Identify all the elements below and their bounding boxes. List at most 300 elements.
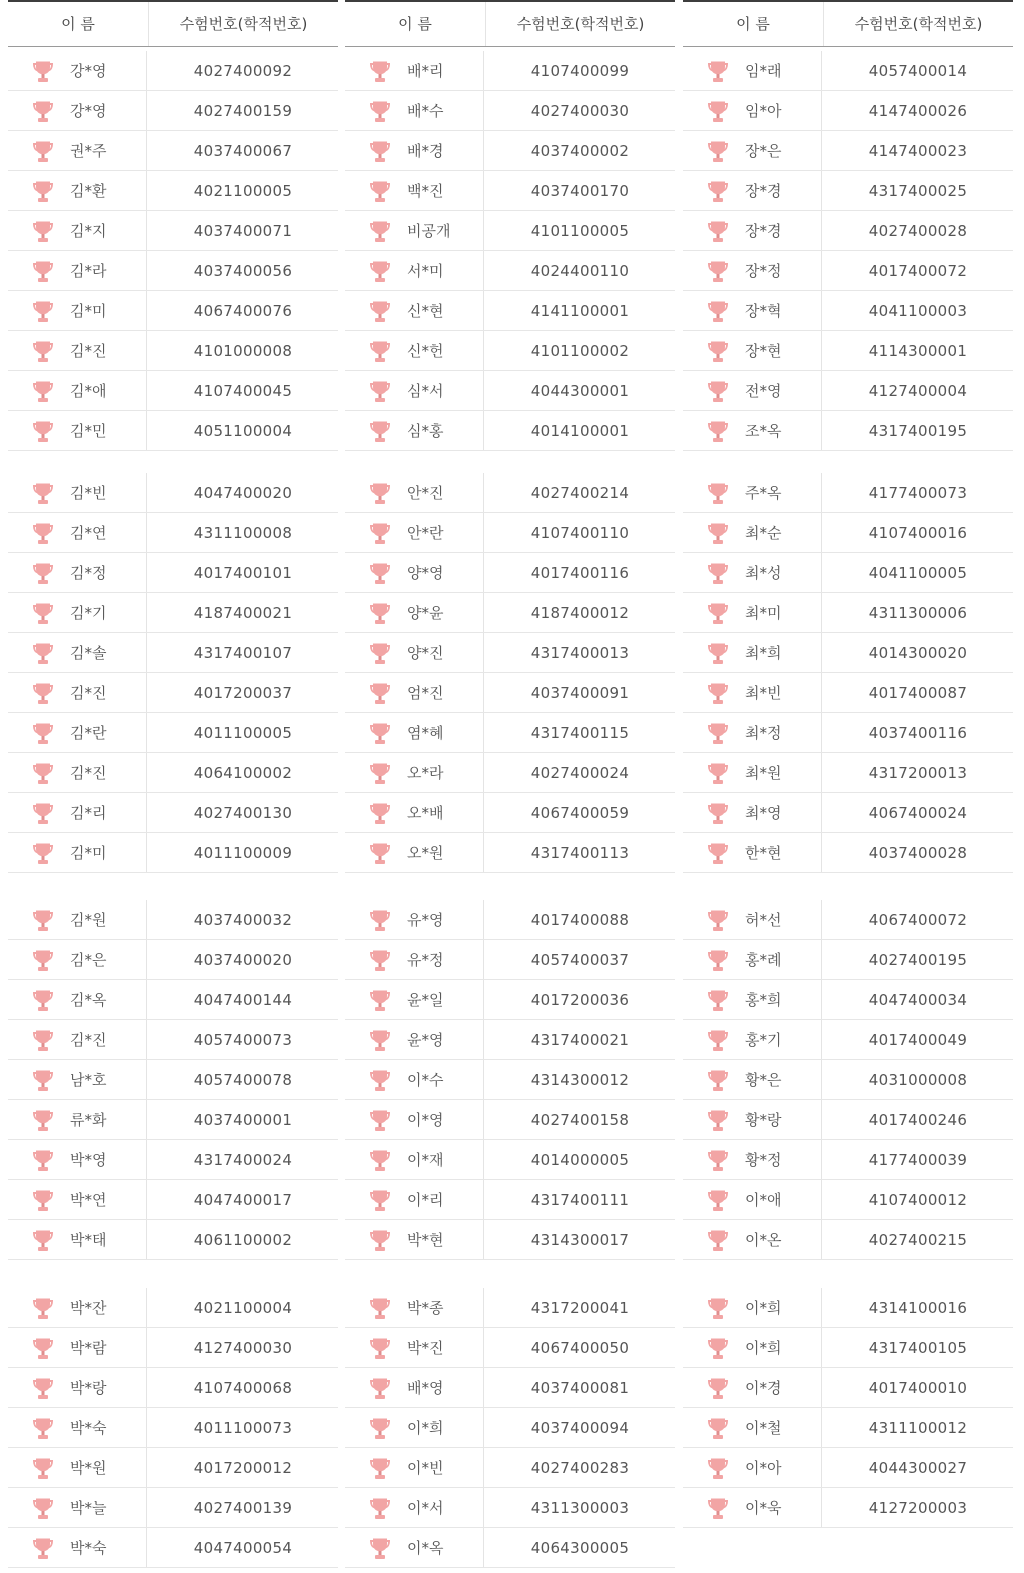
table-row bbox=[8, 211, 338, 251]
cell-divider bbox=[821, 1180, 822, 1219]
exam-number: 4314300012 bbox=[530, 1071, 630, 1089]
student-name: 강*영 bbox=[70, 102, 107, 120]
exam-number: 4317400105 bbox=[868, 1339, 968, 1357]
trophy-icon bbox=[367, 180, 393, 204]
trophy-icon bbox=[367, 682, 393, 706]
student-name: 이*희 bbox=[745, 1299, 782, 1317]
trophy-icon bbox=[367, 989, 393, 1013]
student-name: 배*경 bbox=[407, 142, 444, 160]
table-row bbox=[8, 793, 338, 833]
exam-number: 4037400020 bbox=[193, 951, 293, 969]
student-name: 장*은 bbox=[745, 142, 782, 160]
trophy-icon bbox=[30, 482, 56, 506]
cell-divider bbox=[821, 593, 822, 632]
cell-divider bbox=[821, 900, 822, 939]
student-name: 류*화 bbox=[70, 1111, 107, 1129]
number-column-header: 수험번호(학적번호) bbox=[179, 15, 308, 33]
trophy-icon bbox=[705, 1457, 731, 1481]
exam-number: 4037400170 bbox=[530, 182, 630, 200]
cell-divider bbox=[821, 1368, 822, 1407]
student-name: 이*희 bbox=[745, 1339, 782, 1357]
student-name: 이*서 bbox=[407, 1499, 444, 1517]
trophy-icon bbox=[705, 949, 731, 973]
cell-divider bbox=[146, 793, 147, 832]
cell-divider bbox=[146, 673, 147, 712]
cell-divider bbox=[146, 1328, 147, 1367]
trophy-icon bbox=[367, 1189, 393, 1213]
trophy-icon bbox=[367, 260, 393, 284]
cell-divider bbox=[483, 673, 484, 712]
table-row bbox=[683, 1488, 1013, 1528]
table-row bbox=[683, 833, 1013, 873]
trophy-icon bbox=[30, 722, 56, 746]
cell-divider bbox=[821, 513, 822, 552]
table-row bbox=[8, 1488, 338, 1528]
exam-number: 4047400054 bbox=[193, 1539, 293, 1557]
table-row bbox=[345, 1448, 675, 1488]
cell-divider bbox=[483, 1288, 484, 1327]
table-header bbox=[345, 0, 675, 47]
cell-divider bbox=[821, 411, 822, 450]
student-name: 김*진 bbox=[70, 764, 107, 782]
table-row bbox=[345, 513, 675, 553]
table-row bbox=[8, 980, 338, 1020]
student-name: 박*숙 bbox=[70, 1419, 107, 1437]
student-name: 임*래 bbox=[745, 62, 782, 80]
exam-number: 4141100001 bbox=[530, 302, 630, 320]
student-name: 백*진 bbox=[407, 182, 444, 200]
cell-divider bbox=[821, 51, 822, 90]
table-row bbox=[8, 171, 338, 211]
cell-divider bbox=[146, 1180, 147, 1219]
cell-divider bbox=[821, 251, 822, 290]
student-name: 최*영 bbox=[745, 804, 782, 822]
cell-divider bbox=[821, 753, 822, 792]
student-name: 주*옥 bbox=[745, 484, 782, 502]
cell-divider bbox=[821, 131, 822, 170]
trophy-icon bbox=[30, 220, 56, 244]
trophy-icon bbox=[367, 1537, 393, 1561]
exam-number: 4027400028 bbox=[868, 222, 968, 240]
cell-divider bbox=[146, 1448, 147, 1487]
table-row bbox=[683, 1100, 1013, 1140]
trophy-icon bbox=[705, 722, 731, 746]
trophy-icon bbox=[30, 642, 56, 666]
trophy-icon bbox=[367, 842, 393, 866]
student-name: 김*환 bbox=[70, 182, 107, 200]
cell-divider bbox=[483, 900, 484, 939]
trophy-icon bbox=[705, 1417, 731, 1441]
trophy-icon bbox=[705, 1029, 731, 1053]
exam-number: 4067400059 bbox=[530, 804, 630, 822]
trophy-icon bbox=[30, 340, 56, 364]
student-name: 박*랑 bbox=[70, 1379, 107, 1397]
trophy-icon bbox=[367, 522, 393, 546]
table-row bbox=[8, 1220, 338, 1260]
table-row bbox=[8, 331, 338, 371]
exam-number: 4014000005 bbox=[530, 1151, 630, 1169]
trophy-icon bbox=[705, 180, 731, 204]
trophy-icon bbox=[30, 1377, 56, 1401]
exam-number: 4027400159 bbox=[193, 102, 293, 120]
exam-number: 4177400073 bbox=[868, 484, 968, 502]
student-name: 서*미 bbox=[407, 262, 444, 280]
exam-number: 4027400283 bbox=[530, 1459, 630, 1477]
table-row bbox=[8, 1100, 338, 1140]
table-row bbox=[683, 473, 1013, 513]
cell-divider bbox=[146, 1368, 147, 1407]
exam-number: 4037400067 bbox=[193, 142, 293, 160]
exam-number: 4027400092 bbox=[193, 62, 293, 80]
student-name: 김*연 bbox=[70, 524, 107, 542]
column-2 bbox=[345, 0, 675, 1573]
student-name: 이*영 bbox=[407, 1111, 444, 1129]
trophy-icon bbox=[367, 300, 393, 324]
table-row bbox=[345, 1060, 675, 1100]
student-name: 신*헌 bbox=[407, 342, 444, 360]
trophy-icon bbox=[705, 562, 731, 586]
exam-number: 4107400110 bbox=[530, 524, 630, 542]
cell-divider bbox=[483, 1180, 484, 1219]
exam-number: 4317400107 bbox=[193, 644, 293, 662]
exam-number: 4107400012 bbox=[868, 1191, 968, 1209]
trophy-icon bbox=[367, 220, 393, 244]
student-name: 남*호 bbox=[70, 1071, 107, 1089]
table-row bbox=[345, 673, 675, 713]
student-name: 김*미 bbox=[70, 844, 107, 862]
student-name: 박*숙 bbox=[70, 1539, 107, 1557]
student-name: 이*철 bbox=[745, 1419, 782, 1437]
table-row bbox=[345, 980, 675, 1020]
cell-divider bbox=[146, 411, 147, 450]
trophy-icon bbox=[30, 1029, 56, 1053]
table-row bbox=[345, 331, 675, 371]
cell-divider bbox=[146, 553, 147, 592]
cell-divider bbox=[146, 171, 147, 210]
table-row bbox=[345, 371, 675, 411]
cell-divider bbox=[821, 980, 822, 1019]
exam-number: 4017200037 bbox=[193, 684, 293, 702]
student-name: 유*영 bbox=[407, 911, 444, 929]
cell-divider bbox=[483, 131, 484, 170]
cell-divider bbox=[146, 713, 147, 752]
cell-divider bbox=[146, 1100, 147, 1139]
table-row bbox=[683, 513, 1013, 553]
trophy-icon bbox=[367, 1377, 393, 1401]
exam-number: 4147400023 bbox=[868, 142, 968, 160]
trophy-icon bbox=[705, 1297, 731, 1321]
student-name: 김*원 bbox=[70, 911, 107, 929]
exam-number: 4017400101 bbox=[193, 564, 293, 582]
exam-number: 4147400026 bbox=[868, 102, 968, 120]
cell-divider bbox=[821, 1488, 822, 1527]
table-row bbox=[8, 291, 338, 331]
cell-divider bbox=[483, 91, 484, 130]
exam-number: 4017400116 bbox=[530, 564, 630, 582]
cell-divider bbox=[146, 940, 147, 979]
table-row bbox=[683, 1368, 1013, 1408]
table-row bbox=[8, 1020, 338, 1060]
trophy-icon bbox=[30, 909, 56, 933]
student-name: 황*정 bbox=[745, 1151, 782, 1169]
cell-divider bbox=[483, 411, 484, 450]
student-name: 권*주 bbox=[70, 142, 107, 160]
exam-number: 4011100073 bbox=[193, 1419, 293, 1437]
cell-divider bbox=[146, 291, 147, 330]
student-name: 김*정 bbox=[70, 564, 107, 582]
student-name: 이*수 bbox=[407, 1071, 444, 1089]
trophy-icon bbox=[705, 1337, 731, 1361]
trophy-icon bbox=[705, 1377, 731, 1401]
exam-number: 4061100002 bbox=[193, 1231, 293, 1249]
name-column-header: 이 름 bbox=[736, 15, 770, 33]
column-1 bbox=[8, 0, 338, 1573]
cell-divider bbox=[146, 211, 147, 250]
trophy-icon bbox=[705, 682, 731, 706]
exam-number: 4017400087 bbox=[868, 684, 968, 702]
student-name: 장*경 bbox=[745, 222, 782, 240]
trophy-icon bbox=[705, 909, 731, 933]
table-row bbox=[8, 1448, 338, 1488]
exam-number: 4311100012 bbox=[868, 1419, 968, 1437]
exam-number: 4021100005 bbox=[193, 182, 293, 200]
student-name: 이*애 bbox=[745, 1191, 782, 1209]
exam-number: 4101100002 bbox=[530, 342, 630, 360]
table-row bbox=[345, 411, 675, 451]
cell-divider bbox=[821, 833, 822, 872]
cell-divider bbox=[821, 1020, 822, 1059]
cell-divider bbox=[483, 713, 484, 752]
exam-number: 4057400073 bbox=[193, 1031, 293, 1049]
student-name: 양*진 bbox=[407, 644, 444, 662]
table-row bbox=[683, 1288, 1013, 1328]
table-row bbox=[345, 1180, 675, 1220]
exam-number: 4317400113 bbox=[530, 844, 630, 862]
table-row bbox=[345, 473, 675, 513]
cell-divider bbox=[821, 633, 822, 672]
table-row bbox=[683, 1408, 1013, 1448]
trophy-icon bbox=[367, 100, 393, 124]
trophy-icon bbox=[705, 1189, 731, 1213]
cell-divider bbox=[483, 1020, 484, 1059]
table-row bbox=[683, 1060, 1013, 1100]
trophy-icon bbox=[705, 220, 731, 244]
trophy-icon bbox=[367, 1417, 393, 1441]
exam-number: 4011100005 bbox=[193, 724, 293, 742]
trophy-icon bbox=[30, 1149, 56, 1173]
trophy-icon bbox=[30, 802, 56, 826]
trophy-icon bbox=[367, 1109, 393, 1133]
student-name: 장*현 bbox=[745, 342, 782, 360]
cell-divider bbox=[821, 793, 822, 832]
table-row bbox=[683, 251, 1013, 291]
exam-number: 4014300020 bbox=[868, 644, 968, 662]
cell-divider bbox=[146, 1140, 147, 1179]
exam-number: 4187400021 bbox=[193, 604, 293, 622]
student-name: 안*진 bbox=[407, 484, 444, 502]
trophy-icon bbox=[367, 1457, 393, 1481]
exam-number: 4027400139 bbox=[193, 1499, 293, 1517]
cell-divider bbox=[483, 371, 484, 410]
exam-number: 4031000008 bbox=[868, 1071, 968, 1089]
table-row bbox=[683, 553, 1013, 593]
cell-divider bbox=[821, 91, 822, 130]
trophy-icon bbox=[367, 1149, 393, 1173]
exam-number: 4317400024 bbox=[193, 1151, 293, 1169]
trophy-icon bbox=[30, 949, 56, 973]
trophy-icon bbox=[705, 1229, 731, 1253]
cell-divider bbox=[146, 633, 147, 672]
student-name: 최*순 bbox=[745, 524, 782, 542]
student-name: 장*혁 bbox=[745, 302, 782, 320]
table-row bbox=[345, 593, 675, 633]
exam-number: 4317400195 bbox=[868, 422, 968, 440]
cell-divider bbox=[483, 211, 484, 250]
trophy-icon bbox=[367, 1029, 393, 1053]
student-name: 홍*례 bbox=[745, 951, 782, 969]
exam-number: 4027400214 bbox=[530, 484, 630, 502]
student-name: 이*경 bbox=[745, 1379, 782, 1397]
trophy-icon bbox=[367, 482, 393, 506]
trophy-icon bbox=[30, 1457, 56, 1481]
student-name: 윤*영 bbox=[407, 1031, 444, 1049]
table-row bbox=[8, 1060, 338, 1100]
table-row bbox=[8, 940, 338, 980]
cell-divider bbox=[821, 1060, 822, 1099]
exam-number: 4317400111 bbox=[530, 1191, 630, 1209]
table-row bbox=[8, 833, 338, 873]
exam-number: 4017400072 bbox=[868, 262, 968, 280]
cell-divider bbox=[821, 673, 822, 712]
trophy-icon bbox=[367, 602, 393, 626]
table-row bbox=[683, 593, 1013, 633]
student-name: 허*선 bbox=[745, 911, 782, 929]
student-name: 김*진 bbox=[70, 684, 107, 702]
exam-number: 4017400049 bbox=[868, 1031, 968, 1049]
name-column-header: 이 름 bbox=[398, 15, 432, 33]
trophy-icon bbox=[705, 842, 731, 866]
trophy-icon bbox=[30, 1189, 56, 1213]
cell-divider bbox=[483, 1368, 484, 1407]
student-name: 최*정 bbox=[745, 724, 782, 742]
exam-number: 4317400115 bbox=[530, 724, 630, 742]
student-name: 염*혜 bbox=[407, 724, 444, 742]
table-row bbox=[8, 513, 338, 553]
trophy-icon bbox=[30, 260, 56, 284]
cell-divider bbox=[483, 171, 484, 210]
student-name: 김*지 bbox=[70, 222, 107, 240]
exam-number: 4027400195 bbox=[868, 951, 968, 969]
cell-divider bbox=[821, 1288, 822, 1327]
trophy-icon bbox=[705, 642, 731, 666]
exam-number: 4127400004 bbox=[868, 382, 968, 400]
trophy-icon bbox=[367, 1069, 393, 1093]
student-name: 이*욱 bbox=[745, 1499, 782, 1517]
table-row bbox=[345, 131, 675, 171]
exam-number: 4311300006 bbox=[868, 604, 968, 622]
exam-number: 4057400078 bbox=[193, 1071, 293, 1089]
table-row bbox=[683, 171, 1013, 211]
table-row bbox=[345, 713, 675, 753]
cell-divider bbox=[821, 1100, 822, 1139]
cell-divider bbox=[146, 900, 147, 939]
student-name: 박*잔 bbox=[70, 1299, 107, 1317]
trophy-icon bbox=[30, 1337, 56, 1361]
table-header bbox=[683, 0, 1013, 47]
student-name: 김*라 bbox=[70, 262, 107, 280]
cell-divider bbox=[821, 331, 822, 370]
exam-number: 4037400032 bbox=[193, 911, 293, 929]
table-row bbox=[683, 793, 1013, 833]
exam-number: 4067400024 bbox=[868, 804, 968, 822]
student-name: 김*리 bbox=[70, 804, 107, 822]
trophy-icon bbox=[705, 602, 731, 626]
cell-divider bbox=[483, 593, 484, 632]
table-row bbox=[345, 1488, 675, 1528]
student-name: 김*란 bbox=[70, 724, 107, 742]
trophy-icon bbox=[30, 562, 56, 586]
trophy-icon bbox=[367, 802, 393, 826]
trophy-icon bbox=[30, 140, 56, 164]
cell-divider bbox=[483, 331, 484, 370]
student-name: 박*늘 bbox=[70, 1499, 107, 1517]
exam-number: 4317200013 bbox=[868, 764, 968, 782]
student-name: 강*영 bbox=[70, 62, 107, 80]
trophy-icon bbox=[30, 1497, 56, 1521]
table-row bbox=[345, 51, 675, 91]
student-name: 엄*진 bbox=[407, 684, 444, 702]
cell-divider bbox=[146, 980, 147, 1019]
table-row bbox=[345, 1288, 675, 1328]
cell-divider bbox=[483, 940, 484, 979]
cell-divider bbox=[821, 473, 822, 512]
table-row bbox=[345, 91, 675, 131]
exam-number: 4314300017 bbox=[530, 1231, 630, 1249]
table-row bbox=[345, 1408, 675, 1448]
student-name: 유*정 bbox=[407, 951, 444, 969]
table-row bbox=[8, 473, 338, 513]
student-name: 이*옥 bbox=[407, 1539, 444, 1557]
trophy-icon bbox=[705, 1149, 731, 1173]
table-row bbox=[8, 553, 338, 593]
exam-number: 4041100005 bbox=[868, 564, 968, 582]
cell-divider bbox=[821, 1448, 822, 1487]
student-name: 양*영 bbox=[407, 564, 444, 582]
student-name: 황*랑 bbox=[745, 1111, 782, 1129]
student-name: 임*아 bbox=[745, 102, 782, 120]
student-name: 김*빈 bbox=[70, 484, 107, 502]
student-name: 이*아 bbox=[745, 1459, 782, 1477]
student-name: 오*원 bbox=[407, 844, 444, 862]
trophy-icon bbox=[30, 100, 56, 124]
table-header bbox=[8, 0, 338, 47]
trophy-icon bbox=[705, 802, 731, 826]
table-row bbox=[345, 1100, 675, 1140]
trophy-icon bbox=[30, 1297, 56, 1321]
table-row bbox=[683, 51, 1013, 91]
student-name: 오*배 bbox=[407, 804, 444, 822]
trophy-icon bbox=[30, 1537, 56, 1561]
student-name: 한*현 bbox=[745, 844, 782, 862]
trophy-icon bbox=[705, 380, 731, 404]
table-row bbox=[8, 371, 338, 411]
cell-divider bbox=[821, 1328, 822, 1367]
cell-divider bbox=[483, 251, 484, 290]
cell-divider bbox=[483, 51, 484, 90]
table-row bbox=[8, 1528, 338, 1568]
exam-number: 4114300001 bbox=[868, 342, 968, 360]
exam-number: 4057400037 bbox=[530, 951, 630, 969]
